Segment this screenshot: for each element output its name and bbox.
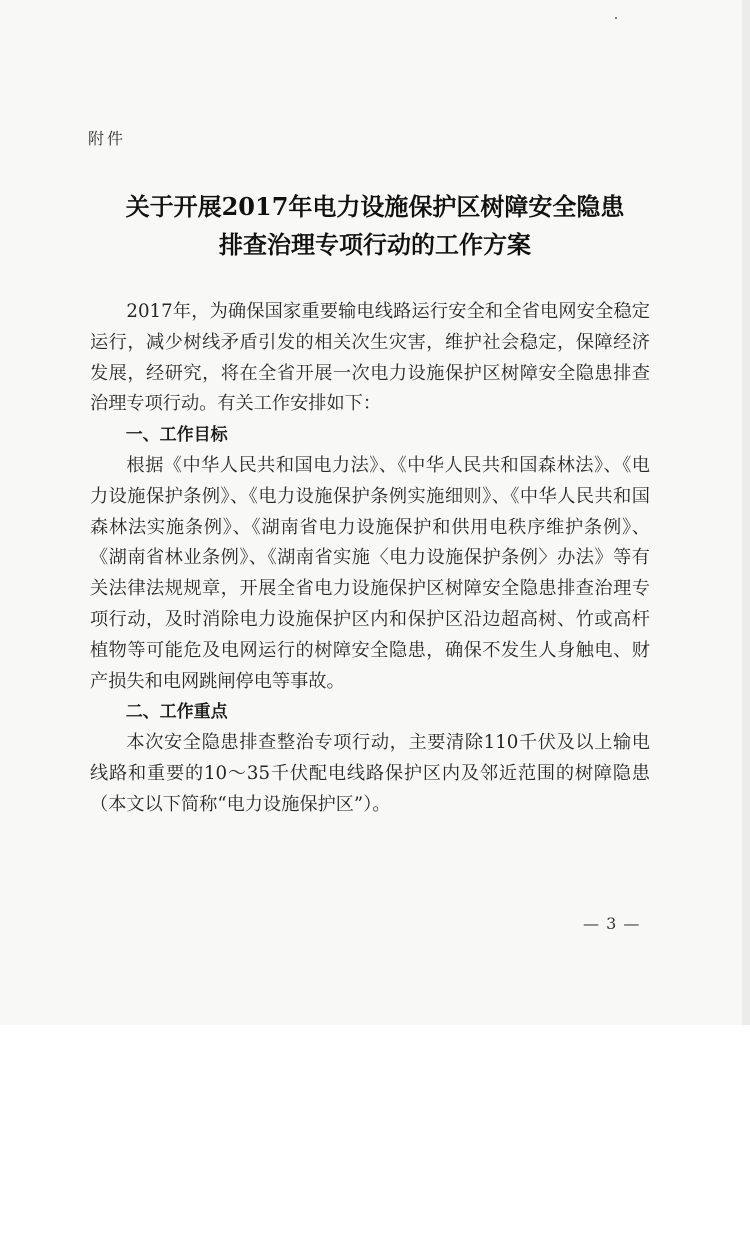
- document-body: [90, 297, 650, 821]
- section-heading-goals: 一、工作目标: [125, 425, 228, 446]
- intro-paragraph: 2017年，为确保国家重要输电线路运行安全和全省电网安全稳定运行，减少树线矛盾引发的相关次生灾害，维护社会稳定，保障经济发展，经研究，将在全省开展一次电力设施保护区树障安全隐患排查治理专项行动。有关工作安排如下：: [90, 301, 650, 415]
- attachment-label: 附件: [88, 129, 127, 148]
- scan-speck: [615, 17, 617, 19]
- document-title: [60, 188, 690, 264]
- scan-border: [742, 0, 750, 1025]
- section-body-goals: 根据《中华人民共和国电力法》、《中华人民共和国森林法》、《电力设施保护条例》、《电力设施保护条例实施细则》、《中华人民共和国森林法实施条例》、《湖南省电力设施保护和供用电秩序维护条例》、《湖南省林业条例》、《湖南省实施〈电力设施保护条例〉办法》等有关法律法规规章，开展全省电力设施保护区树障安全隐患排查治理专项行动，及时消除电力设施保护区内和保护区沿边超高树、竹或高杆植物等可能危及电网运行的树障安全隐患，确保不发生人身触电、财产损失和电网跳闸停电等事故。: [90, 454, 650, 692]
- section-heading-focus: 二、工作重点: [125, 702, 228, 723]
- title-line-1: 关于开展2017年电力设施保护区树障安全隐患: [125, 192, 625, 221]
- title-line-2: 排查治理专项行动的工作方案: [219, 230, 531, 259]
- page-number: — 3 —: [583, 914, 641, 933]
- section-body-focus: 本次安全隐患排查整治专项行动，主要清除110千伏及以上输电线路和重要的10～35千伏配电线路保护区内及邻近范围的树障隐患（本文以下简称“电力设施保护区”）。: [90, 732, 650, 815]
